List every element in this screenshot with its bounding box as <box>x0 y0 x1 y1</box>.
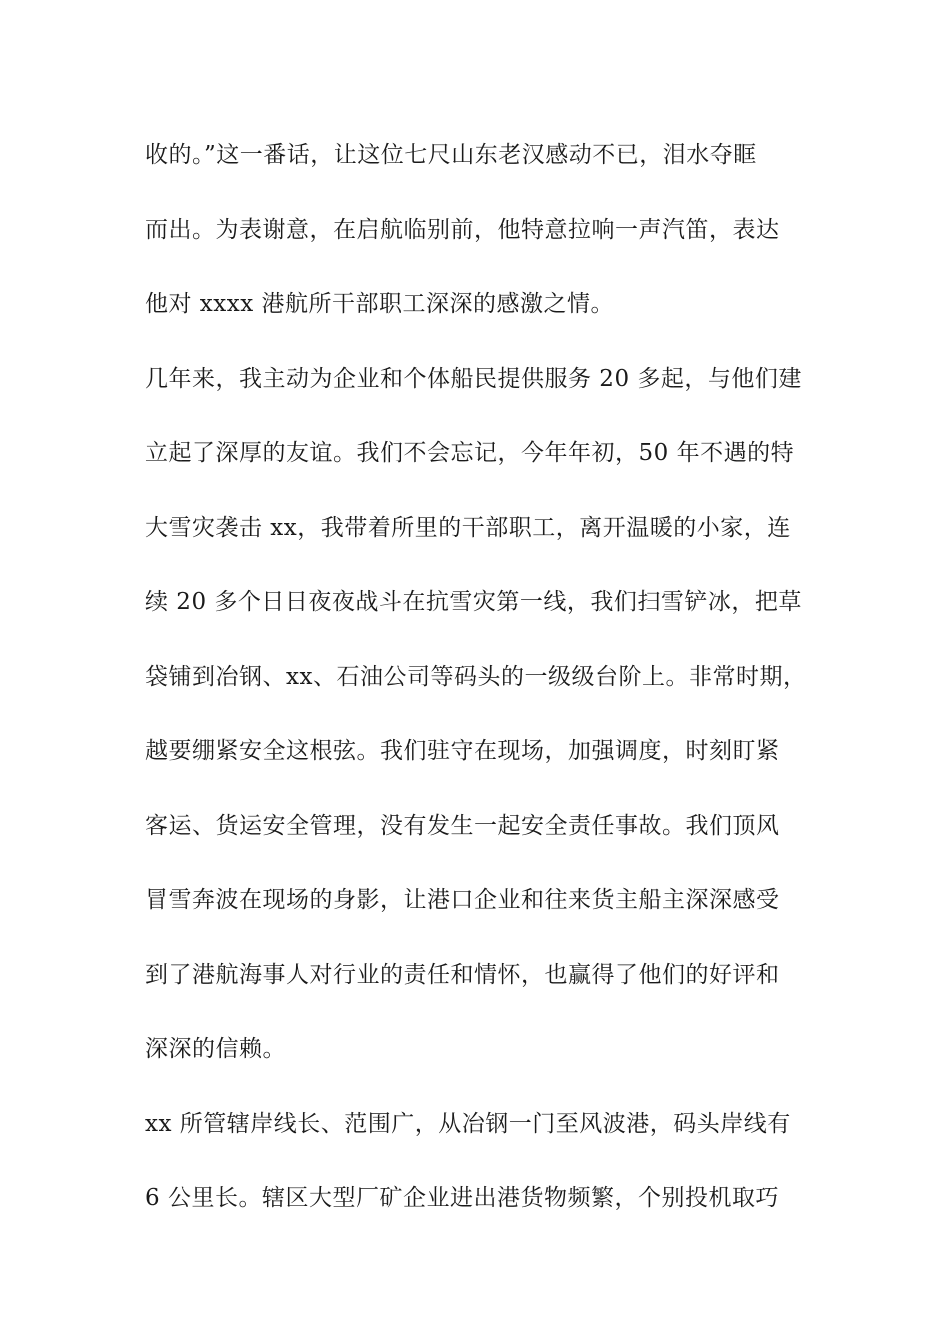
text-line: 立起了深厚的友谊。我们不会忘记，今年年初，50 年不遇的特 <box>145 440 795 466</box>
text-line: 客运、货运安全管理，没有发生一起安全责任事故。我们顶风 <box>145 812 780 839</box>
text-line: 6 公里长。辖区大型厂矿企业进出港货物频繁，个别投机取巧 <box>145 1185 779 1211</box>
text-line: 几年来，我主动为企业和个体船民提供服务 20 多起，与他们建 <box>145 365 802 392</box>
text-line: 袋铺到冶钢、xx、石油公司等码头的一级级台阶上。非常时期， <box>145 663 807 690</box>
text-line: 深深的信赖。 <box>145 1036 286 1062</box>
text-line: xx 所管辖岸线长、范围广，从冶钢一门至风波港，码头岸线有 <box>145 1110 791 1137</box>
text-line: 他对 xxxx 港航所干部职工深深的感激之情。 <box>145 291 615 317</box>
text-line: 而出。为表谢意，在启航临别前，他特意拉响一声汽笛，表达 <box>145 216 780 243</box>
document-body <box>145 118 835 1236</box>
text-line: 收的。”这一番话，让这位七尺山东老汉感动不已，泪水夺眶 <box>145 142 757 168</box>
text-line: 大雪灾袭击 xx，我带着所里的干部职工，离开温暖的小家，连 <box>145 514 791 541</box>
text-line: 越要绷紧安全这根弦。我们驻守在现场，加强调度，时刻盯紧 <box>145 738 780 764</box>
text-line: 到了港航海事人对行业的责任和情怀，也赢得了他们的好评和 <box>145 961 780 988</box>
text-line: 续 20 多个日日夜夜战斗在抗雪灾第一线，我们扫雪铲冰，把草 <box>145 589 802 615</box>
text-line: 冒雪奔波在现场的身影，让港口企业和往来货主船主深深感受 <box>145 887 780 913</box>
